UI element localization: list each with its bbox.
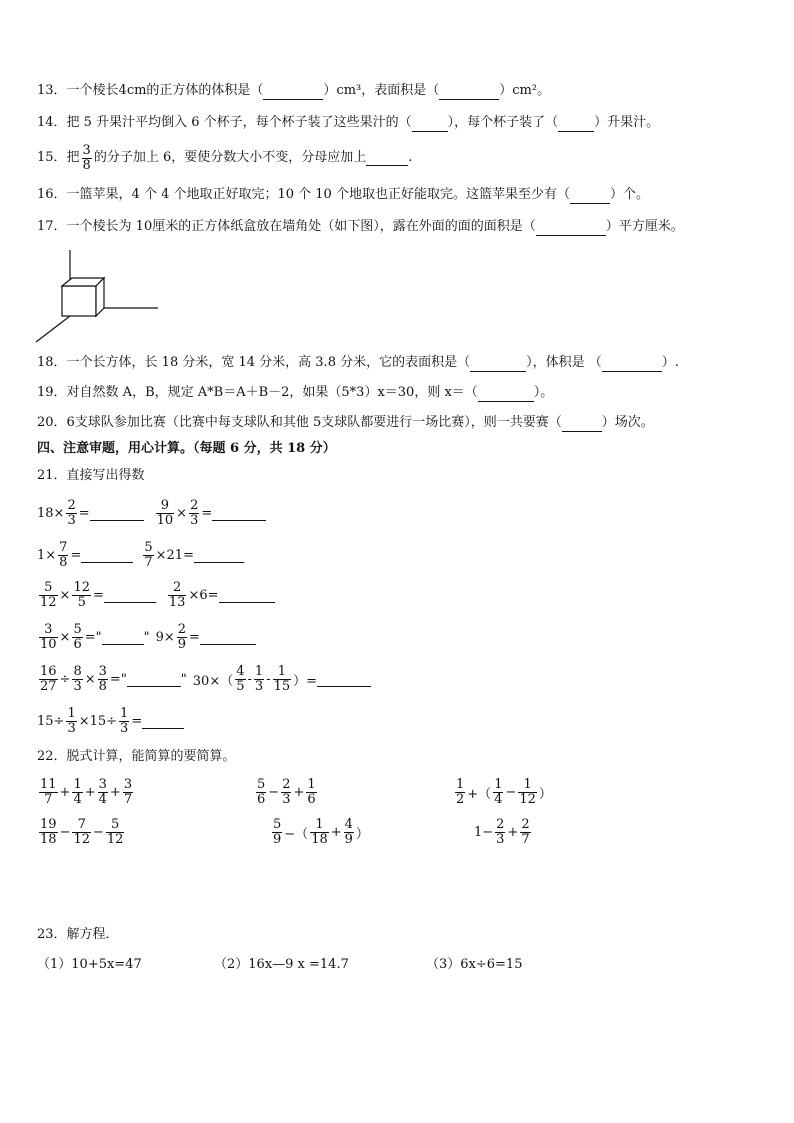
q16-text-b: ）个。 [609,187,649,202]
fraction-denominator: 8 [98,678,107,694]
fraction-numerator: 2 [67,497,76,513]
q14-text-b: ），每个杯子装了（ [447,115,559,130]
fraction-denominator: 13 [168,594,186,610]
fraction-numerator: 2 [496,816,505,832]
question-23-title: 23．解方程． [37,927,119,942]
fraction [98,665,108,694]
question-14 [37,114,659,132]
fraction-denominator: 12 [106,831,124,847]
math-text: =" [109,671,127,687]
fraction-denominator: 12 [73,831,90,847]
q18-text-c: ）. [661,355,679,370]
fraction-denominator: 10 [156,512,174,528]
q21-r2-blank-1[interactable] [81,548,133,563]
fraction [39,623,58,652]
fraction [66,499,76,528]
q14-blank-liters[interactable] [558,117,594,132]
math-text: ） [538,786,552,802]
fraction-numerator: 7 [72,818,91,833]
floor-diagonal-edge [36,316,70,342]
q22-expr-6 [474,814,533,850]
math-text: +（ [467,786,492,802]
question-21-title: 21．直接写出得数 [37,468,145,483]
fraction [106,818,125,847]
fraction-numerator: 3 [98,776,107,792]
math-text: " [180,671,187,687]
math-text: - [266,671,271,687]
q23-equation-2: （2）16x—9 x =14.7 [214,957,349,972]
question-19 [37,384,553,402]
q21-r4-blank-1[interactable] [102,630,144,645]
fraction-numerator: 5 [144,539,153,555]
q15-text-a: 15．把 [37,150,80,165]
math-text: ×6= [188,587,219,603]
fraction [455,778,465,807]
math-text: = [201,505,213,521]
fraction-denominator: 9 [273,831,282,847]
q13-blank-volume[interactable] [263,85,323,100]
math-text: − [59,824,71,840]
fraction-numerator: 1 [73,776,82,792]
fraction [495,818,505,847]
fraction-numerator: 4 [236,663,245,679]
question-22-title: 22．脱式计算，能简算的要简算。 [37,749,236,764]
fraction-numerator: 3 [82,142,91,158]
q21-row-1 [37,496,266,530]
math-text: − [505,784,517,800]
fraction-numerator: 2 [282,776,291,792]
math-text: − [93,824,104,840]
fraction-numerator: 2 [521,816,530,832]
fraction-denominator: 4 [98,791,107,807]
fraction [39,581,58,610]
fraction-numerator: 1 [456,776,465,792]
q20-text-b: ）场次。 [601,415,654,430]
math-text: −（ [284,826,309,842]
fraction [344,818,354,847]
fraction [273,665,292,694]
math-text: × [59,629,71,645]
fraction-numerator: 11 [40,776,57,792]
math-text: = [189,629,200,645]
fraction [143,541,153,570]
fraction-denominator: 9 [344,831,353,847]
q21-row-2 [37,538,244,572]
question-15 [37,142,412,174]
q21-r6-blank[interactable] [142,714,184,729]
q22-expr-1 [37,774,135,810]
q21-row-4 [37,620,256,654]
math-text: + [330,824,342,840]
q23-equation-3: （3）6x÷6=15 [426,957,523,972]
fraction-denominator: 7 [123,791,133,807]
fraction [66,707,76,736]
q19-blank[interactable] [478,387,534,402]
fraction-numerator: 1 [273,665,292,680]
fraction-numerator: 5 [106,818,125,833]
math-text: × [59,587,71,603]
fraction-denominator: 4 [494,791,503,807]
q13-blank-area[interactable] [439,85,499,100]
fraction-denominator: 2 [456,791,465,807]
fraction-numerator: 12 [73,579,90,595]
math-text: = [93,587,104,603]
fraction [518,778,537,807]
q14-blank-fraction[interactable] [412,117,448,132]
q21-r4-blank-2[interactable] [200,630,256,645]
math-text: 18× [37,505,65,521]
fraction [168,581,187,610]
section-4-heading: 四、注意审题，用心计算。（每题 6 分，共 18 分） [37,441,336,456]
q17-text-a: 17．一个棱长为 10厘米的正方体纸盒放在墙角处（如下图），露在外面的面的面积是（ [37,219,536,234]
q18-text-b: ），体积是 （ [526,355,602,370]
math-text: + [109,784,121,800]
math-text: + [293,784,305,800]
cube-corner-diagram [34,246,164,344]
fraction-numerator: 9 [156,499,175,514]
cube-front-face [62,286,96,316]
question-18 [37,354,679,372]
fraction [156,499,175,528]
q21-r3-blank-1[interactable] [104,588,156,603]
fraction [520,818,530,847]
question-13 [37,82,550,100]
fraction [39,778,58,807]
math-text: 30×（ [192,673,234,689]
fraction [177,623,187,652]
fraction-numerator: 3 [39,623,58,638]
fraction [235,665,245,694]
q22-expr-3 [453,774,552,810]
fraction-denominator: 3 [496,831,505,847]
fraction [72,623,82,652]
fraction [272,818,282,847]
fraction-denominator: 6 [307,791,316,807]
q18-text-a: 18．一个长方体，长 18 分米，宽 14 分米，高 3.8 分米，它的表面积是（ [37,355,471,370]
fraction-denominator: 18 [40,831,57,847]
fraction-numerator: 19 [40,816,57,832]
fraction [58,541,68,570]
fraction-numerator: 1 [518,778,537,793]
q17-blank[interactable] [536,221,606,236]
fraction [189,499,199,528]
math-text: + [59,784,71,800]
fraction-denominator: 3 [120,720,129,736]
fraction [39,665,58,694]
math-text: + [84,784,96,800]
fraction-numerator: 5 [73,621,82,637]
fraction-denominator: 7 [521,831,530,847]
q13-text-b: ）cm³，表面积是（ [323,83,440,98]
q15-text-b: 的分子加上 6，要使分数大小不变，分母应加上 [93,150,367,165]
fraction-denominator: 3 [67,720,76,736]
fraction [72,778,82,807]
fraction-numerator: 8 [73,663,82,679]
q19-text-b: ）。 [533,385,554,400]
q22-expr-5 [270,814,369,850]
fraction [493,778,503,807]
fraction-denominator: 8 [82,157,91,173]
fraction-denominator: 15 [273,678,291,694]
fraction [254,665,264,694]
fraction [256,778,266,807]
fraction-numerator: 7 [59,539,68,555]
fraction-denominator: 12 [40,594,57,610]
math-text: = [131,713,143,729]
fraction-denominator: 3 [73,678,82,694]
question-16 [37,186,649,204]
q14-text-a: 14．把 5 升果汁平均倒入 6 个杯子，每个杯子装了这些果汁的（ [37,115,412,130]
math-text: − [268,784,280,800]
math-text: ×21= [155,547,194,563]
math-text: - [247,671,252,687]
q16-blank[interactable] [570,189,610,204]
q21-r5-blank-2[interactable] [317,672,371,687]
math-text: ×15÷ [78,713,118,729]
math-text: × [84,671,96,687]
fraction-denominator: 3 [254,678,264,694]
q20-text-a: 20．6支球队参加比赛（比赛中每支球队和其他 5支球队都要进行一场比赛），则一共要赛（ [37,415,562,430]
fraction [39,818,58,847]
fraction-numerator: 2 [190,497,199,513]
fraction-numerator: 2 [168,581,187,596]
q21-row-6 [37,704,184,738]
q21-r1-blank-1[interactable] [90,506,144,521]
fraction-denominator: 5 [236,678,245,694]
math-text: " [143,629,150,645]
fraction-denominator: 9 [177,636,187,652]
fraction-numerator: 3 [123,776,133,792]
question-17 [37,218,684,236]
fraction [119,707,129,736]
math-text: 1× [37,547,57,563]
fraction-denominator: 3 [67,512,76,528]
fraction-denominator: 3 [190,512,199,528]
fraction-denominator: 12 [519,791,536,807]
fraction-denominator: 5 [77,594,86,610]
q14-text-c: ）升果汁。 [594,115,660,130]
math-text: = [70,547,82,563]
fraction-numerator: 1 [120,705,129,721]
q21-row-5 [37,662,371,696]
q18-blank-volume[interactable] [602,357,662,372]
fraction-denominator: 7 [44,791,53,807]
q21-r2-blank-2[interactable] [194,548,244,563]
q15-text-c: . [408,150,413,165]
fraction-denominator: 18 [311,831,328,847]
fraction-denominator: 27 [40,678,57,694]
fraction [72,665,82,694]
fraction-numerator: 5 [257,776,266,792]
fraction-numerator: 2 [177,621,187,637]
math-text: × [176,505,188,521]
math-text: ） [355,826,369,842]
fraction-denominator: 3 [282,791,291,807]
q21-r3-blank-2[interactable] [219,588,275,603]
fraction [98,778,108,807]
q23-equation-1: （1）10+5x=47 [37,957,142,972]
fraction-denominator: 10 [40,636,57,652]
q19-text-a: 19．对自然数 A，B，规定 A*B＝A＋B－2，如果（5*3）x＝30，则 x＝（ [37,385,478,400]
fraction [281,778,291,807]
q13-text-c: ）cm²。 [499,83,551,98]
fraction-numerator: 1 [67,705,76,721]
fraction [72,581,91,610]
fraction-numerator: 1 [310,818,329,833]
q15-fraction [82,144,92,173]
fraction [310,818,329,847]
math-text: + [507,824,519,840]
fraction-denominator: 6 [73,636,82,652]
q22-expr-4 [37,814,126,850]
math-text: =" [84,629,102,645]
fraction [72,818,91,847]
fraction-numerator: 3 [98,663,107,679]
q21-r5-blank-1[interactable] [127,672,181,687]
fraction-numerator: 4 [344,816,353,832]
math-text: 1− [474,824,494,840]
math-text: ÷ [59,671,71,687]
fraction-numerator: 1 [307,776,316,792]
fraction-denominator: 4 [73,791,82,807]
fraction-denominator: 7 [144,554,153,570]
fraction-numerator: 5 [273,816,282,832]
q16-text-a: 16．一篮苹果，4 个 4 个地取正好取完；10 个 10 个地取也正好能取完。这篮苹果至少有（ [37,187,570,202]
q22-expr-2 [254,774,319,810]
q17-text-b: ）平方厘米。 [605,219,684,234]
math-text: 15÷ [37,713,65,729]
q21-r1-blank-2[interactable] [212,506,266,521]
fraction-numerator: 1 [254,663,264,679]
fraction-denominator: 6 [257,791,266,807]
math-text: 9× [155,629,175,645]
math-text: = [78,505,90,521]
q18-blank-area[interactable] [470,357,526,372]
q15-blank[interactable] [366,151,408,166]
fraction [306,778,316,807]
fraction-denominator: 8 [59,554,68,570]
fraction-numerator: 1 [494,776,503,792]
q21-row-3 [37,578,275,612]
q20-blank[interactable] [562,417,602,432]
fraction [123,778,133,807]
fraction-numerator: 5 [39,581,58,596]
question-20 [37,414,654,432]
q13-text-a: 13．一个棱长4cm的正方体的体积是（ [37,83,264,98]
math-text: ）= [293,673,318,689]
fraction-numerator: 16 [40,663,57,679]
